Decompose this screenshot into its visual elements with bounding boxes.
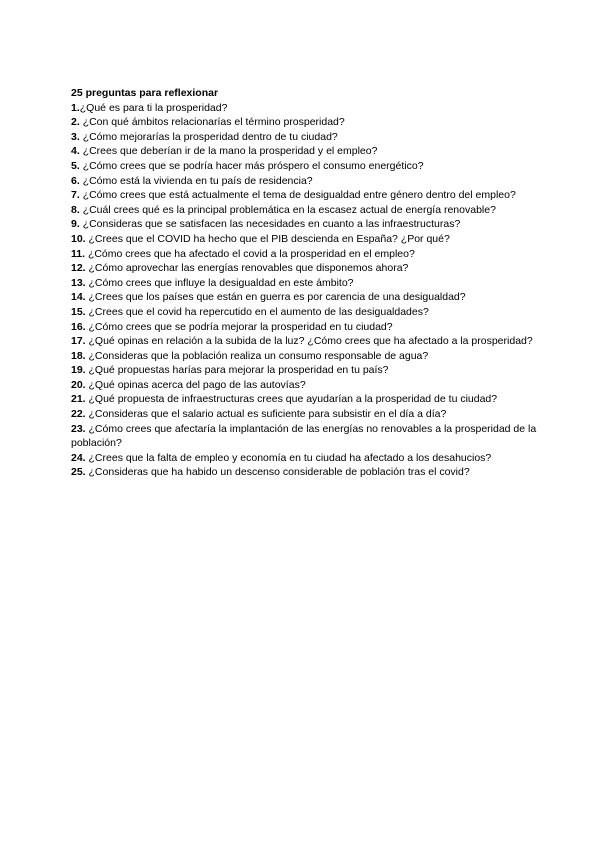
- question-number: 4.: [71, 145, 83, 158]
- question-number: 1.: [71, 101, 80, 114]
- question-text: ¿Qué opinas en relación a la subida de la luz? ¿Cómo crees que ha afectado a la prosperidad?: [88, 335, 533, 348]
- question-item: [71, 465, 541, 480]
- question-item: [71, 232, 541, 247]
- question-item: [71, 130, 541, 145]
- question-number: 24.: [71, 451, 89, 464]
- question-item: [71, 159, 541, 174]
- question-number: 9.: [71, 218, 83, 231]
- question-text: ¿Cuál crees qué es la principal problemática en la escasez actual de energía renovable?: [82, 203, 496, 216]
- question-text: ¿Cómo crees que está actualmente el tema de desigualdad entre género dentro del empleo?: [82, 189, 516, 202]
- question-text: ¿Cómo crees que ha afectado el covid a la prosperidad en el empleo?: [87, 247, 415, 260]
- question-number: 16.: [71, 320, 89, 333]
- question-text: ¿Qué propuestas harías para mejorar la prosperidad en tu país?: [88, 364, 389, 377]
- question-item: [71, 407, 541, 422]
- question-text: ¿Cómo crees que afectaría la implantación de las energías no renovables a la prosperidad de la población?: [71, 422, 537, 450]
- question-number: 11.: [71, 247, 88, 260]
- question-text: ¿Cómo crees que se podría mejorar la prosperidad en tu ciudad?: [88, 320, 393, 333]
- question-text: ¿Crees que el covid ha repercutido en el aumento de las desigualdades?: [88, 305, 429, 318]
- question-text: ¿Cómo mejorarías la prosperidad dentro de tu ciudad?: [82, 130, 338, 143]
- question-item: [71, 188, 541, 203]
- question-text: ¿Consideras que la población realiza un consumo responsable de agua?: [88, 349, 429, 362]
- question-text: ¿Consideras que ha habido un descenso considerable de población tras el covid?: [88, 466, 470, 479]
- question-number: 3.: [71, 130, 83, 143]
- question-item: [71, 320, 541, 335]
- question-number: 22.: [71, 408, 89, 421]
- document-title: 25 preguntas para reflexionar: [71, 87, 219, 99]
- question-text: ¿Crees que deberían ir de la mano la prosperidad y el empleo?: [82, 145, 378, 158]
- question-item: [71, 144, 541, 159]
- question-item: [71, 422, 541, 451]
- question-number: 13.: [71, 276, 89, 289]
- question-number: 18.: [71, 349, 89, 362]
- question-number: 12.: [71, 262, 89, 275]
- question-item: [71, 276, 541, 291]
- question-text: ¿Cómo crees que se podría hacer más próspero el consumo energético?: [82, 159, 424, 172]
- question-number: 7.: [71, 189, 83, 202]
- question-item: [71, 305, 541, 320]
- question-number: 17.: [71, 335, 89, 348]
- question-number: 6.: [71, 174, 83, 187]
- question-item: [71, 334, 541, 349]
- question-number: 15.: [71, 305, 89, 318]
- question-item: [71, 101, 541, 116]
- question-number: 2.: [71, 116, 83, 129]
- question-text: ¿Cómo aprovechar las energías renovables que disponemos ahora?: [88, 262, 409, 275]
- question-text: ¿Qué es para ti la prosperidad?: [79, 101, 228, 114]
- question-item: [71, 363, 541, 378]
- question-item: [71, 115, 541, 130]
- question-item: [71, 392, 541, 407]
- question-number: 10.: [71, 232, 89, 245]
- question-number: 20.: [71, 378, 89, 391]
- question-item: [71, 378, 541, 393]
- question-item: [71, 349, 541, 364]
- question-text: ¿Con qué ámbitos relacionarías el término prosperidad?: [82, 116, 345, 129]
- question-number: 21.: [71, 393, 89, 406]
- question-number: 19.: [71, 364, 89, 377]
- question-text: ¿Crees que la falta de empleo y economía en tu ciudad ha afectado a los desahucios?: [88, 451, 492, 464]
- question-item: [71, 217, 541, 232]
- question-text: ¿Qué propuesta de infraestructuras crees que ayudarían a la prosperidad de tu ciudad?: [88, 393, 498, 406]
- question-item: [71, 247, 541, 262]
- question-number: 14.: [71, 291, 89, 304]
- question-text: ¿Cómo crees que influye la desigualdad en este ámbito?: [88, 276, 354, 289]
- question-text: ¿Cómo está la vivienda en tu país de residencia?: [82, 174, 313, 187]
- question-number: 23.: [71, 422, 89, 435]
- question-item: [71, 261, 541, 276]
- question-text: ¿Consideras que se satisfacen las necesidades en cuanto a las infraestructuras?: [82, 218, 461, 231]
- question-text: ¿Crees que los países que están en guerra es por carencia de una desigualdad?: [88, 291, 466, 304]
- question-list: [71, 101, 541, 480]
- question-text: ¿Consideras que el salario actual es suficiente para subsistir en el día a día?: [88, 408, 447, 421]
- question-number: 8.: [71, 203, 83, 216]
- document-page: [71, 86, 541, 480]
- question-item: [71, 290, 541, 305]
- question-text: ¿Qué opinas acerca del pago de las autovías?: [88, 378, 306, 391]
- question-item: [71, 451, 541, 466]
- question-text: ¿Crees que el COVID ha hecho que el PIB descienda en España? ¿Por qué?: [88, 232, 450, 245]
- question-number: 25.: [71, 466, 89, 479]
- question-item: [71, 203, 541, 218]
- question-number: 5.: [71, 159, 83, 172]
- question-item: [71, 174, 541, 189]
